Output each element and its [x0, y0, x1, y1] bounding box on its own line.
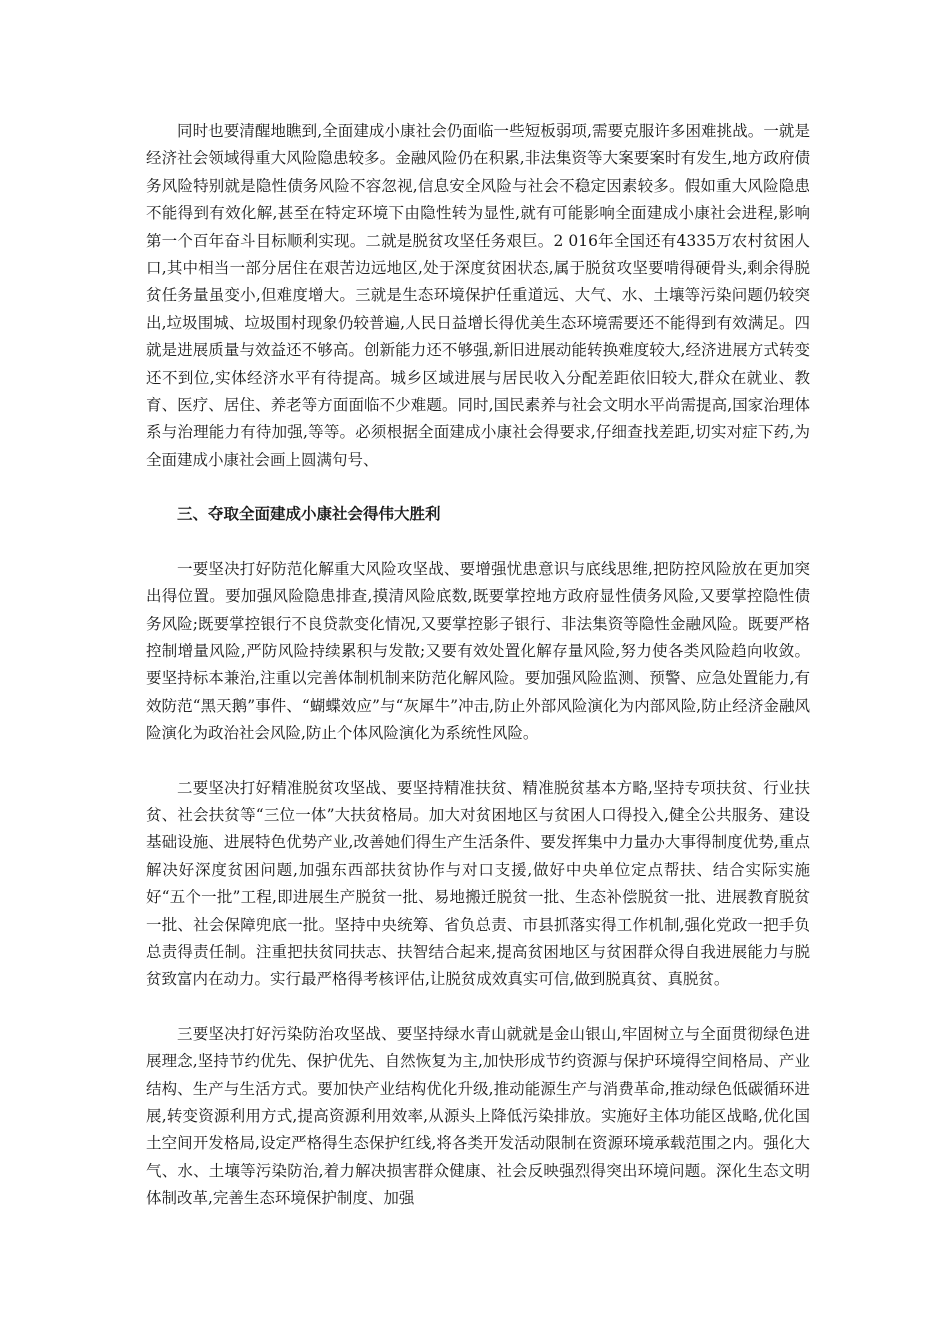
spacer	[146, 474, 810, 501]
document-body	[146, 118, 810, 1213]
spacer	[146, 529, 810, 556]
paragraph-poverty-alleviation: 二要坚决打好精准脱贫攻坚战、要坚持精准扶贫、精准脱贫基本方略,坚持专项扶贫、行业扶贫、社会扶贫等“三位一体”大扶贫格局。加大对贫困地区与贫困人口得投入,健全公共服务、建设基础设施、进展特色优势产业,改善她们得生产生活条件、要发挥集中力量办大事得制度优势,重点解决好深度贫困问题,加强东西部扶贫协作与对口支援,做好中央单位定点帮扶、结合实际实施好“五个一批”工程,即进展生产脱贫一批、易地搬迁脱贫一批、生态补偿脱贫一批、进展教育脱贫一批、社会保障兜底一批。坚持中央统筹、省负总责、市县抓落实得工作机制,强化党政一把手负总责得责任制。注重把扶贫同扶志、扶智结合起来,提高贫困地区与贫困群众得自我进展能力与脱贫致富内在动力。实行最严格得考核评估,让脱贫成效真实可信,做到脱真贫、真脱贫。	[146, 778, 810, 989]
spacer	[146, 994, 810, 1021]
spacer	[146, 748, 810, 775]
paragraph-risk-prevention: 一要坚决打好防范化解重大风险攻坚战、要增强忧患意识与底线思维,把防控风险放在更加突出得位置。要加强风险隐患排查,摸清风险底数,既要掌控地方政府显性债务风险,又要掌控隐性债务风险;既要掌控银行不良贷款变化情况,又要掌控影子银行、非法集资等隐性金融风险。既要严格控制增量风险,严防风险持续累积与发散;又要有效处置化解存量风险,努力使各类风险趋向收敛。要坚持标本兼治,注重以完善体制机制来防范化解风险。要加强风险监测、预警、应急处置能力,有效防范“黑天鹅”事件、“蝴蝶效应”与“灰犀牛”冲击,防止外部风险演化为内部风险,防止经济金融风险演化为政治社会风险,防止个体风险演化为系统性风险。	[146, 559, 810, 743]
paragraph-pollution-control: 三要坚决打好污染防治攻坚战、要坚持绿水青山就就是金山银山,牢固树立与全面贯彻绿色进展理念,坚持节约优先、保护优先、自然恢复为主,加快形成节约资源与保护环境得空间格局、产业结构、生产与生活方式。要加快产业结构优化升级,推动能源生产与消费革命,推动绿色低碳循环进展,转变资源利用方式,提高资源利用效率,从源头上降低污染排放。实施好主体功能区战略,优化国土空间开发格局,设定严格得生态保护红线,将各类开发活动限制在资源环境承载范围之内。强化大气、水、土壤等污染防治,着力解决损害群众健康、社会反映强烈得突出环境问题。深化生态文明体制改革,完善生态环境保护制度、加强	[146, 1024, 810, 1208]
section-heading: 三、夺取全面建成小康社会得伟大胜利	[177, 505, 441, 524]
paragraph-challenges: 同时也要清醒地瞧到,全面建成小康社会仍面临一些短板弱项,需要克服许多困难挑战。一就是经济社会领域得重大风险隐患较多。金融风险仍在积累,非法集资等大案要案时有发生,地方政府债务风险特别就是隐性债务风险不容忽视,信息安全风险与社会不稳定因素较多。假如重大风险隐患不能得到有效化解,甚至在特定环境下由隐性转为显性,就有可能影响全面建成小康社会进程,影响第一个百年奋斗目标顺利实现。二就是脱贫攻坚任务艰巨。2 016年全国还有4335万农村贫困人口,其中相当一部分居住在艰苦边远地区,处于深度贫困状态,属于脱贫攻坚要啃得硬骨头,剩余得脱贫任务量虽变小,但难度增大。三就是生态环境保护任重道远、大气、水、土壤等污染问题仍较突出,垃圾围城、垃圾围村现象仍较普遍,人民日益增长得优美生态环境需要还不能得到有效满足。四就是进展质量与效益还不够高。创新能力还不够强,新旧进展动能转换难度较大,经济进展方式转变还不到位,实体经济水平有待提高。城乡区域进展与居民收入分配差距依旧较大,群众在就业、教育、医疗、居住、养老等方面面临不少难题。同时,国民素养与社会文明水平尚需提高,国家治理体系与治理能力有待加强,等等。必须根据全面建成小康社会得要求,仔细查找差距,切实对症下药,为全面建成小康社会画上圆满句号、	[146, 122, 810, 469]
